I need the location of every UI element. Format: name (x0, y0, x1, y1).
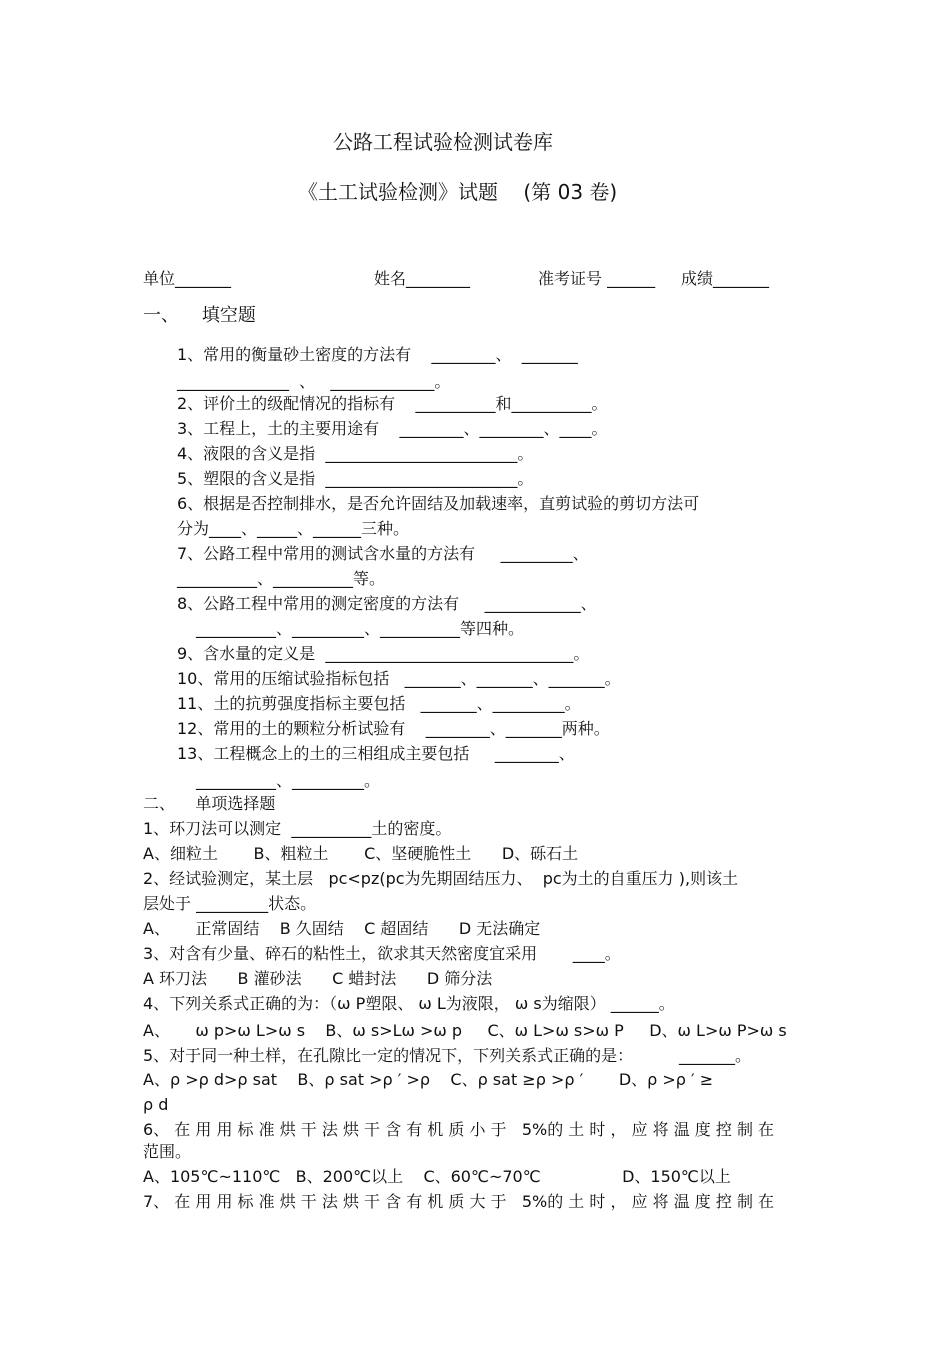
section-heading-fill-blank: 一、 填空题 (143, 305, 256, 326)
question-line: 4、液限的含义是指 ________________________。 (177, 444, 534, 463)
question-line: 5、对于同一种土样，在孔隙比一定的情况下，下列关系式正确的是： _______。 (143, 1046, 751, 1065)
answer-options: A、 ω p>ω L>ω s B、ω s>Lω >ω p C、ω L>ω s>ω P D、ω L>ω P>ω s (143, 1021, 787, 1040)
question-line: 10、常用的压缩试验指标包括 _______、_______、_______。 (177, 669, 621, 688)
question-line: 6、 在 用 用 标 准 烘 干 法 烘 干 含 有 机 质 小 于 5%的 土 时 ， 应 将 温 度 控 制 在 (143, 1120, 775, 1139)
question-line: 12、常用的土的颗粒分析试验有 ________、_______两种。 (177, 719, 610, 738)
question-line: 1、环刀法可以测定 __________土的密度。 (143, 819, 452, 838)
answer-options: A、 正常固结 B 久固结 C 超固结 D 无法确定 (143, 919, 541, 938)
answer-options: A、105℃~110℃ B、200℃以上 C、60℃~70℃ D、150℃以上 (143, 1167, 731, 1186)
answer-options: A、细粒土 B、粗粒土 C、坚硬脆性土 D、砾石土 (143, 844, 579, 863)
unit-field: 单位_______ (143, 269, 232, 288)
document-subtitle: 《土工试验检测》试题 (第 03 卷) (298, 180, 618, 204)
question-line: 2、评价土的级配情况的指标有 __________和__________。 (177, 394, 608, 413)
question-line: 分为____、_____、______三种。 (177, 519, 410, 538)
question-line: 2、经试验测定，某土层 pc<pz(pc为先期固结压力、 pc为土的自重压力 ),则该土 (143, 869, 739, 888)
question-line: 4、下列关系式正确的为：（ω P塑限、 ω L为液限， ω s为缩限） ______。 (143, 994, 675, 1013)
question-line: __________、__________等。 (177, 569, 386, 588)
question-line: 8、公路工程中常用的测定密度的方法有 ____________、 (177, 594, 597, 613)
question-line: ______________ 、 _____________。 (177, 372, 451, 391)
question-line: 范围。 (143, 1142, 192, 1161)
exam-id-field: 准考证号 ______ (538, 269, 656, 288)
answer-options: ρ d (143, 1095, 169, 1114)
question-line: 6、根据是否控制排水，是否允许固结及加载速率，直剪试验的剪切方法可 (177, 494, 700, 513)
question-line: 层处于 _________状态。 (143, 894, 317, 913)
document-title: 公路工程试验检测试卷库 (333, 130, 553, 154)
question-line: 7、公路工程中常用的测试含水量的方法有 _________、 (177, 544, 589, 563)
answer-options: A 环刀法 B 灌砂法 C 蜡封法 D 筛分法 (143, 969, 493, 988)
question-line: 7、 在 用 用 标 准 烘 干 法 烘 干 含 有 机 质 大 于 5%的 土 时 ， 应 将 温 度 控 制 在 (143, 1192, 775, 1211)
question-line: 5、塑限的含义是指 ________________________。 (177, 469, 534, 488)
section-heading-single-choice: 二、 单项选择题 (143, 794, 276, 813)
question-line: 9、含水量的定义是 _______________________________。 (177, 644, 590, 663)
score-field: 成绩_______ (681, 269, 770, 288)
question-line: 3、工程上，土的主要用途有 ________、________、____。 (177, 419, 608, 438)
question-line: 13、工程概念上的土的三相组成主要包括 ________、 (177, 744, 575, 763)
question-line: __________、_________。 (196, 771, 381, 790)
question-line: 3、对含有少量、碎石的粘性土，欲求其天然密度宜采用 ____。 (143, 944, 621, 963)
answer-options: A、ρ >ρ d>ρ sat B、ρ sat >ρ ′ >ρ C、ρ sat ≥ρ >ρ ′ D、ρ >ρ ′ ≥ (143, 1070, 714, 1089)
question-line: __________、_________、__________等四种。 (196, 619, 525, 638)
question-line: 11、土的抗剪强度指标主要包括 _______、_________。 (177, 694, 581, 713)
question-line: 1、常用的衡量砂土密度的方法有 ________、 _______ (177, 345, 578, 364)
name-field: 姓名________ (374, 269, 471, 288)
